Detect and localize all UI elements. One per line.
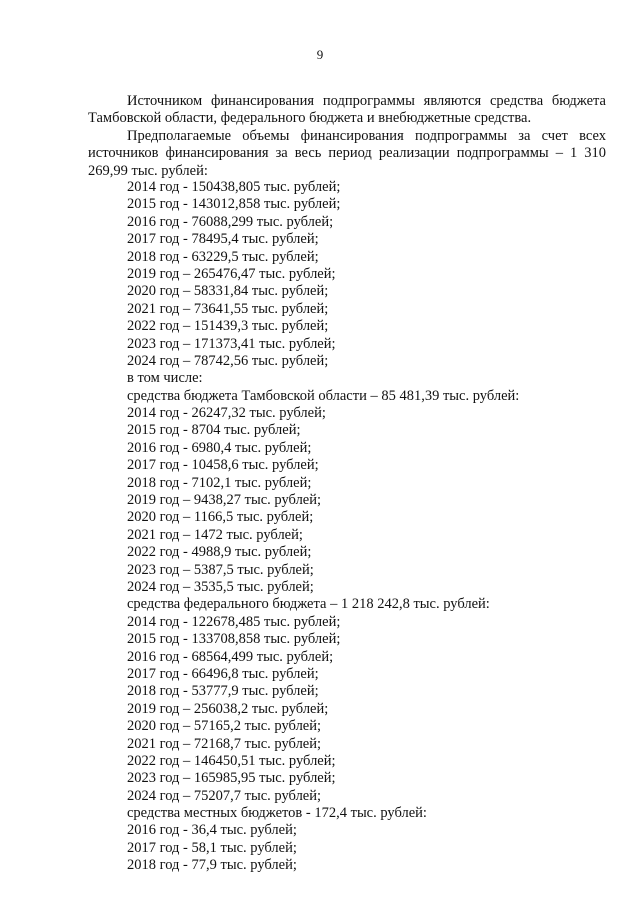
regional-year-item: 2022 год - 4988,9 тыс. рублей; [127, 544, 312, 561]
regional-year-item: 2024 год – 3535,5 тыс. рублей; [127, 578, 314, 595]
total-year-item: 2020 год – 58331,84 тыс. рублей; [127, 283, 329, 300]
federal-year-item: 2015 год - 133708,858 тыс. рублей; [127, 631, 341, 648]
local-budget-heading: средства местных бюджетов - 172,4 тыс. рублей: [127, 805, 427, 822]
funding-source-paragraph: Источником финансирования подпрограммы являются средства бюджета Тамбовской области, федерального бюджета и внебюджетные средства. [88, 93, 606, 127]
total-year-item: 2023 год – 171373,41 тыс. рублей; [127, 335, 336, 352]
regional-year-item: 2020 год – 1166,5 тыс. рублей; [127, 509, 314, 526]
federal-year-item: 2018 год - 53777,9 тыс. рублей; [127, 683, 319, 700]
regional-year-item: 2016 год - 6980,4 тыс. рублей; [127, 439, 312, 456]
page-number: 9 [316, 47, 324, 62]
regional-year-item: 2019 год – 9438,27 тыс. рублей; [127, 492, 322, 509]
regional-year-item: 2017 год - 10458,6 тыс. рублей; [127, 457, 319, 474]
total-year-item: 2018 год - 63229,5 тыс. рублей; [127, 248, 319, 265]
total-year-item: 2019 год – 265476,47 тыс. рублей; [127, 265, 336, 282]
including-label: в том числе: [127, 370, 203, 387]
local-year-item: 2016 год - 36,4 тыс. рублей; [127, 822, 297, 839]
regional-year-item: 2015 год - 8704 тыс. рублей; [127, 422, 301, 439]
total-year-item: 2015 год - 143012,858 тыс. рублей; [127, 196, 341, 213]
total-year-item: 2022 год – 151439,3 тыс. рублей; [127, 318, 329, 335]
federal-budget-heading: средства федерального бюджета – 1 218 242,8 тыс. рублей: [127, 596, 490, 613]
regional-year-item: 2014 год - 26247,32 тыс. рублей; [127, 405, 326, 422]
federal-year-item: 2016 год - 68564,499 тыс. рублей; [127, 648, 334, 665]
federal-year-item: 2024 год – 75207,7 тыс. рублей; [127, 787, 322, 804]
total-year-item: 2014 год - 150438,805 тыс. рублей; [127, 179, 341, 195]
regional-budget-heading: средства бюджета Тамбовской области – 85 481,39 тыс. рублей: [127, 387, 520, 404]
regional-year-item: 2021 год – 1472 тыс. рублей; [127, 526, 303, 543]
funding-list [127, 179, 519, 875]
funding-volume-paragraph: Предполагаемые объемы финансирования подпрограммы за счет всех источников финансирования за весь период реализации подпрограммы – 1 310 269,99 тыс. рублей: [88, 128, 606, 179]
regional-year-item: 2018 год - 7102,1 тыс. рублей; [127, 474, 312, 491]
federal-year-item: 2022 год – 146450,51 тыс. рублей; [127, 752, 336, 769]
federal-year-item: 2017 год - 66496,8 тыс. рублей; [127, 665, 319, 682]
local-year-item: 2017 год - 58,1 тыс. рублей; [127, 839, 297, 856]
federal-year-item: 2014 год - 122678,485 тыс. рублей; [127, 613, 341, 630]
total-year-item: 2021 год – 73641,55 тыс. рублей; [127, 300, 329, 317]
federal-year-item: 2023 год – 165985,95 тыс. рублей; [127, 770, 336, 787]
federal-year-item: 2021 год – 72168,7 тыс. рублей; [127, 735, 322, 752]
total-year-item: 2016 год - 76088,299 тыс. рублей; [127, 213, 334, 230]
local-year-item: 2018 год - 77,9 тыс. рублей; [127, 857, 297, 874]
federal-year-item: 2020 год – 57165,2 тыс. рублей; [127, 718, 322, 735]
regional-year-item: 2023 год – 5387,5 тыс. рублей; [127, 561, 314, 578]
total-year-item: 2017 год - 78495,4 тыс. рублей; [127, 231, 319, 248]
total-year-item: 2024 год – 78742,56 тыс. рублей; [127, 352, 329, 369]
federal-year-item: 2019 год – 256038,2 тыс. рублей; [127, 700, 329, 717]
